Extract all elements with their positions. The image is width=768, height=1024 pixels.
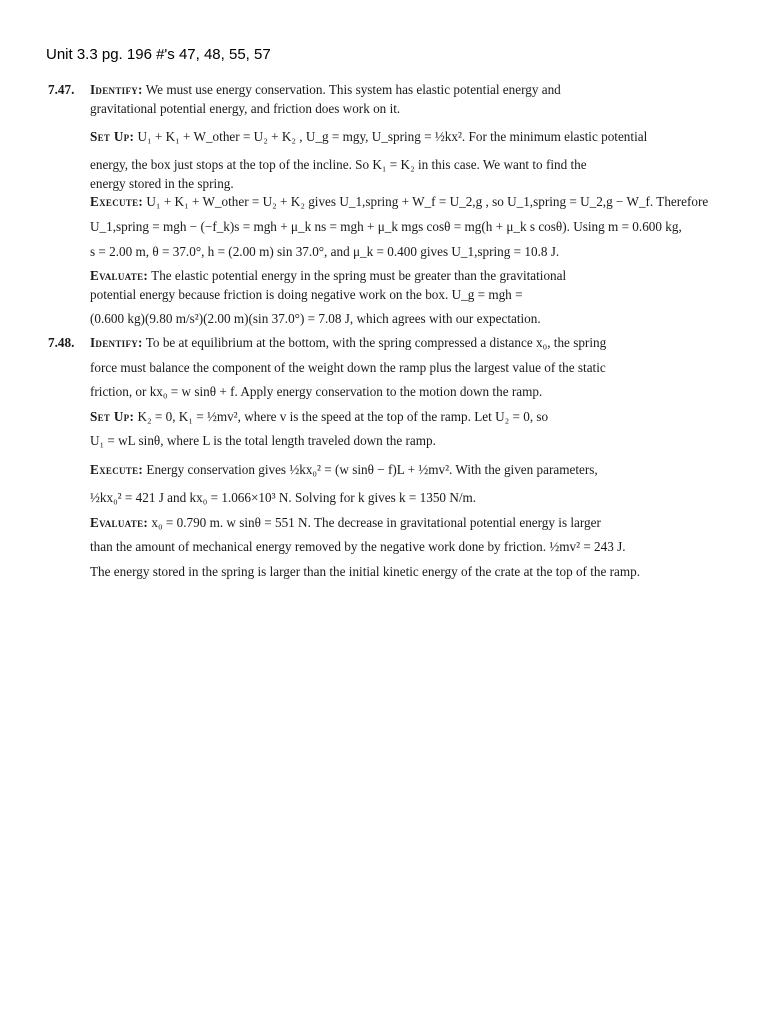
solution-line — [90, 310, 670, 329]
solution-line — [90, 286, 670, 305]
solution-body — [90, 81, 709, 329]
line-text: energy stored in the spring. — [90, 175, 234, 191]
line-text: energy, the box just stops at the top of the incline. So K₁ = K₂ in this case. We want to find the — [90, 157, 587, 173]
solution-line — [90, 334, 670, 353]
step-label: Set Up: — [90, 408, 135, 424]
line-text: U_1,spring = mgh − (−f_k)s = mgh + μ_k ns = mgh + μ_k mgs cosθ = mg(h + μ_k s cosθ). Using m = 0.600 kg, — [90, 218, 682, 234]
solution-line — [90, 243, 670, 262]
line-text: (0.600 kg)(9.80 m/s²)(2.00 m)(sin 37.0°) = 7.08 J, which agrees with our expectation. — [90, 311, 541, 327]
step-label: Execute: — [90, 461, 144, 477]
line-text: U₁ = wL sinθ, where L is the total length traveled down the ramp. — [90, 433, 436, 449]
solution-line — [90, 218, 682, 237]
line-text: K₂ = 0, K₁ = ½mv², where v is the speed at the top of the ramp. Let U₂ = 0, so — [134, 408, 549, 424]
problem-7-48 — [48, 334, 670, 581]
solution-line — [90, 359, 670, 378]
solution-line — [90, 81, 670, 100]
solution-body — [90, 334, 670, 581]
solution-line — [90, 267, 670, 286]
solution-line — [90, 175, 670, 194]
line-text: than the amount of mechanical energy removed by the negative work done by friction. ½mv² = 243 J. — [90, 539, 626, 555]
solution-line — [90, 124, 670, 150]
solution-line — [90, 193, 709, 212]
solution-line — [90, 489, 670, 508]
step-label: Set Up: — [90, 129, 135, 145]
step-label: Identify: — [90, 82, 143, 97]
line-text: We must use energy conservation. This system has elastic potential energy and — [142, 82, 561, 97]
solution-line — [90, 100, 670, 119]
solution-line — [90, 408, 670, 427]
solution-line — [90, 432, 670, 451]
line-text: U₁ + K₁ + W_other = U₂ + K₂ , U_g = mgy, U_spring = ½kx². For the minimum elastic potential — [134, 129, 648, 145]
problem-number: 7.47. — [48, 82, 75, 97]
problem-number: 7.48. — [48, 335, 75, 350]
line-text: Energy conservation gives ½kx₀² = (w sinθ − f)L + ½mv². With the given parameters, — [143, 461, 598, 477]
solution-line — [90, 383, 670, 402]
line-text: potential energy because friction is doing negative work on the box. U_g = mgh = — [90, 286, 523, 302]
problem-7-47 — [48, 81, 709, 329]
line-text: To be at equilibrium at the bottom, with the spring compressed a distance x₀, the spring — [142, 335, 607, 350]
solution-line — [90, 156, 670, 175]
solution-line — [90, 538, 670, 557]
line-text: The energy stored in the spring is larger than the initial kinetic energy of the crate at the top of the ramp. — [90, 563, 641, 579]
page-heading: Unit 3.3 pg. 196 #'s 47, 48, 55, 57 — [46, 46, 271, 63]
line-text: The elastic potential energy in the spring must be greater than the gravitational — [148, 268, 567, 284]
step-label: Evaluate: — [90, 268, 149, 284]
line-text: force must balance the component of the weight down the ramp plus the largest value of the static — [90, 359, 606, 375]
solution-line — [90, 457, 670, 483]
solution-line — [90, 514, 670, 533]
step-label: Identify: — [90, 335, 143, 350]
line-text: gravitational potential energy, and friction does work on it. — [90, 100, 401, 116]
solution-line — [90, 563, 670, 582]
line-text: s = 2.00 m, θ = 37.0°, h = (2.00 m) sin 37.0°, and μ_k = 0.400 gives U_1,spring = 10.8 J. — [90, 243, 560, 259]
line-text: x₀ = 0.790 m. w sinθ = 551 N. The decrease in gravitational potential energy is larger — [148, 514, 601, 530]
line-text: friction, or kx₀ = w sinθ + f. Apply energy conservation to the motion down the ramp. — [90, 384, 543, 400]
step-label: Execute: — [90, 194, 144, 210]
step-label: Evaluate: — [90, 514, 149, 530]
line-text: ½kx₀² = 421 J and kx₀ = 1.066×10³ N. Solving for k gives k = 1350 N/m. — [90, 489, 477, 505]
line-text: U₁ + K₁ + W_other = U₂ + K₂ gives U_1,spring + W_f = U_2,g , so U_1,spring = U_2,g − W_f. Therefore — [143, 194, 709, 210]
